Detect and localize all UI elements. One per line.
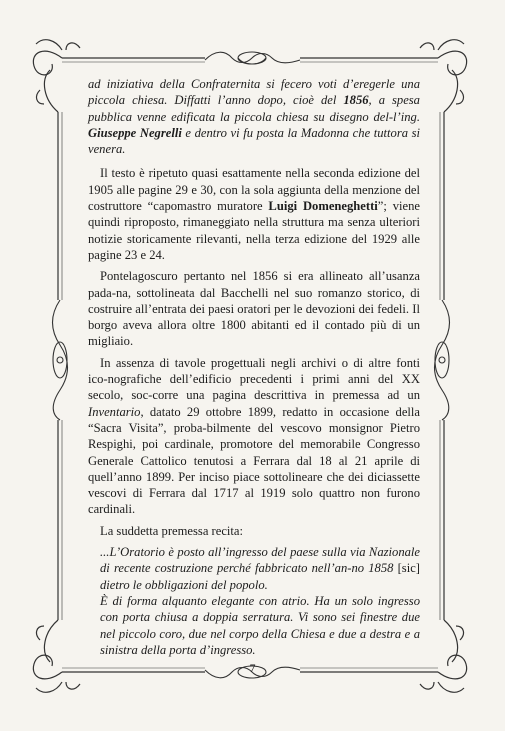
quote-line-1 [100, 544, 420, 593]
paragraph-1-name: Luigi Domeneghetti [268, 199, 378, 214]
paragraph-1-text-1: Il testo è ripetuto quasi esattamente nella seconda edizione del 1905 alle pagine 29 e 30, con la sola aggiunta della menzione del costruttore “capomastro muratore [88, 166, 420, 214]
paragraph-1 [88, 165, 420, 263]
intro-year: 1856 [343, 93, 369, 108]
page-body [88, 76, 420, 658]
paragraph-3-text-2: , datato 29 ottobre 1899, redatto in occasione della “Sacra Visita”, proba-bilmente del vescovo monsignor Pietro Respighi, poi cardinale, promotore del memorabile Congresso Generale Cattolico tenutosi a Ferrara dal 18 al 21 aprile di quell’anno 1899. Per inciso piace sottolineare che dei diciassette vescovi di Ferrara dal 1717 al 1919 solo quattro non furono cardinali. [88, 404, 420, 517]
paragraph-3-emphasis: Inventario [88, 404, 141, 419]
paragraph-4: La suddetta premessa recita: [100, 523, 244, 538]
quote-line-2: È di forma alquanto elegante con atrio. Ha un solo ingresso con porta chiusa a doppia serratura. Vi sono sei finestre due nel piccolo coro, due nel corpo della Chiesa e due a destra e a sinistra della porta d’ingresso. [100, 593, 420, 657]
page-number: 7 [249, 661, 256, 675]
paragraph-3-text-1: In assenza di tavole progettuali negli archivi o di altre fonti ico-nografiche dell’edificio precedenti i primi anni del XX secolo, soc-corre una pagina descrittiva in premessa ad un [88, 355, 420, 403]
quote-1-text-1: ...L’Oratorio è posto all’ingresso del paese sulla via Nazionale di recente costruzione perché fabbricato nell’an-no 1858 [100, 545, 420, 576]
intro-quote [88, 76, 420, 157]
intro-name: Giuseppe Negrelli [88, 125, 182, 140]
quoted-passage [100, 544, 420, 658]
intro-text-1: ad iniziativa della Confraternita si fecero voti d’eregerle una piccola chiesa. Diffatti l’anno dopo, cioè del [88, 77, 420, 108]
intro-text-2: , a spesa pubblica venne edificata la piccola chiesa su disegno del-l’ing. [88, 93, 420, 124]
intro-text-3: e dentro vi fu posta la Madonna che tuttora si venera. [88, 125, 420, 157]
paragraph-1-text-2: ”; viene quindi riproposto, rimaneggiato nella struttura ma senza ulteriori notizie storicamente rilevanti, nella terza edizione del 1929 alle pagine 23 e 24. [88, 199, 420, 262]
paragraph-2: Pontelagoscuro pertanto nel 1856 si era allineato all’usanza pada-na, sottolineata dal Bacchelli nel suo romanzo storico, di costruire all’entrata dei paesi oratori per le devozioni dei fedeli. Il borgo aveva allora oltre 1800 abitanti ed il contado più di un migliaio. [88, 269, 420, 349]
quote-1-sic: [sic] [397, 561, 420, 576]
quote-1-text-2: dietro le obbligazioni del popolo. [100, 577, 268, 592]
paragraph-3 [88, 355, 420, 518]
